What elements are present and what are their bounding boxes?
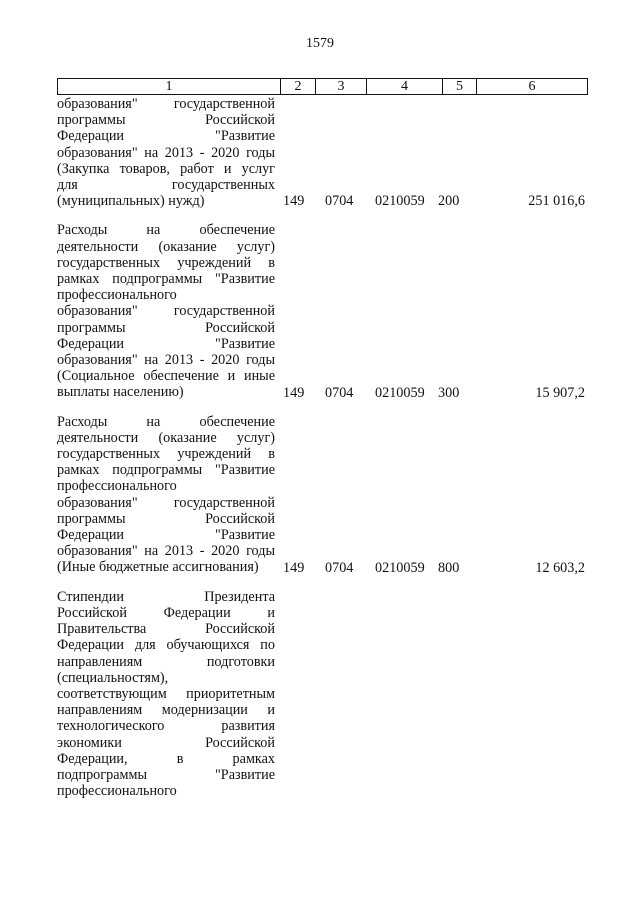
header-col-5: 5 (443, 79, 477, 95)
description-line: Федерации, в рамках (57, 750, 275, 767)
description-line: образования" государственной (57, 96, 275, 112)
description-line: профессионального (57, 783, 177, 800)
description-line: (Закупка товаров, работ и услуг (57, 160, 275, 177)
description-line: деятельности (оказание услуг) (57, 429, 275, 446)
description-line: (Иные бюджетные ассигнования) (57, 559, 259, 576)
description-line: Федерации "Развитие (57, 527, 275, 544)
row-description (57, 589, 275, 800)
row-description (57, 222, 275, 400)
table-row (57, 589, 585, 800)
description-line: Федерации для обучающихся по (57, 637, 275, 654)
description-line: подпрограммы "Развитие (57, 766, 275, 783)
description-line: рамках подпрограммы "Развитие (57, 271, 275, 288)
header-col-3: 3 (316, 79, 367, 95)
cell-target-article: 0210059 (375, 559, 425, 576)
description-line: Расходы на обеспечение (57, 413, 275, 430)
description-line: экономики Российской (57, 734, 275, 751)
description-line: Федерации "Развитие (57, 128, 275, 145)
row-description (57, 96, 275, 209)
cell-amount: 251 016,6 (528, 193, 585, 210)
description-line: образования" государственной (57, 494, 275, 511)
cell-expense-type: 200 (438, 193, 460, 210)
description-line: (муниципальных) нужд) (57, 193, 205, 210)
cell-section: 0704 (325, 193, 354, 210)
description-line: Расходы на обеспечение (57, 222, 275, 239)
cell-section: 0704 (325, 384, 354, 401)
description-line: профессионального (57, 478, 177, 495)
cell-chapter: 149 (283, 193, 305, 210)
cell-target-article: 0210059 (375, 193, 425, 210)
cell-amount: 12 603,2 (535, 559, 585, 576)
description-line: программы Российской (57, 510, 275, 527)
description-line: Российской Федерации и (57, 604, 275, 621)
cell-amount: 15 907,2 (535, 384, 585, 401)
header-col-1: 1 (58, 79, 281, 95)
table-body (57, 96, 585, 812)
description-line: выплаты населению) (57, 384, 184, 401)
description-line: для государственных (57, 177, 275, 194)
page-number: 1579 (306, 36, 334, 51)
cell-expense-type: 300 (438, 384, 460, 401)
cell-chapter: 149 (283, 559, 305, 576)
cell-expense-type: 800 (438, 559, 460, 576)
cell-chapter: 149 (283, 384, 305, 401)
description-line: государственных учреждений в (57, 254, 275, 271)
description-line: (специальностям), (57, 669, 169, 686)
description-line: профессионального (57, 287, 177, 304)
description-line: программы Российской (57, 112, 275, 129)
description-line: направлениям модернизации и (57, 702, 275, 719)
header-col-6: 6 (477, 79, 588, 95)
row-values (57, 385, 585, 401)
description-line: соответствующим приоритетным (57, 685, 275, 702)
table-row (57, 222, 585, 400)
description-line: деятельности (оказание услуг) (57, 238, 275, 255)
description-line: образования" государственной (57, 303, 275, 320)
description-line: направлениям подготовки (57, 653, 275, 670)
table-row (57, 414, 585, 576)
header-col-4: 4 (367, 79, 443, 95)
description-line: Стипендии Президента (57, 588, 275, 605)
description-line: образования" на 2013 - 2020 годы (57, 352, 275, 369)
row-values (57, 783, 585, 799)
description-line: образования" на 2013 - 2020 годы (57, 144, 275, 161)
description-line: программы Российской (57, 319, 275, 336)
row-description (57, 414, 275, 576)
description-line: (Социальное обеспечение и иные (57, 368, 275, 385)
cell-target-article: 0210059 (375, 384, 425, 401)
description-line: рамках подпрограммы "Развитие (57, 462, 275, 479)
table-row (57, 96, 585, 209)
description-line: образования" на 2013 - 2020 годы (57, 543, 275, 560)
table-header (57, 78, 588, 95)
description-line: Федерации "Развитие (57, 335, 275, 352)
description-line: государственных учреждений в (57, 446, 275, 463)
header-col-2: 2 (281, 79, 316, 95)
description-line: технологического развития (57, 718, 275, 735)
description-line: Правительства Российской (57, 621, 275, 638)
row-values (57, 193, 585, 209)
cell-section: 0704 (325, 559, 354, 576)
row-values (57, 560, 585, 576)
